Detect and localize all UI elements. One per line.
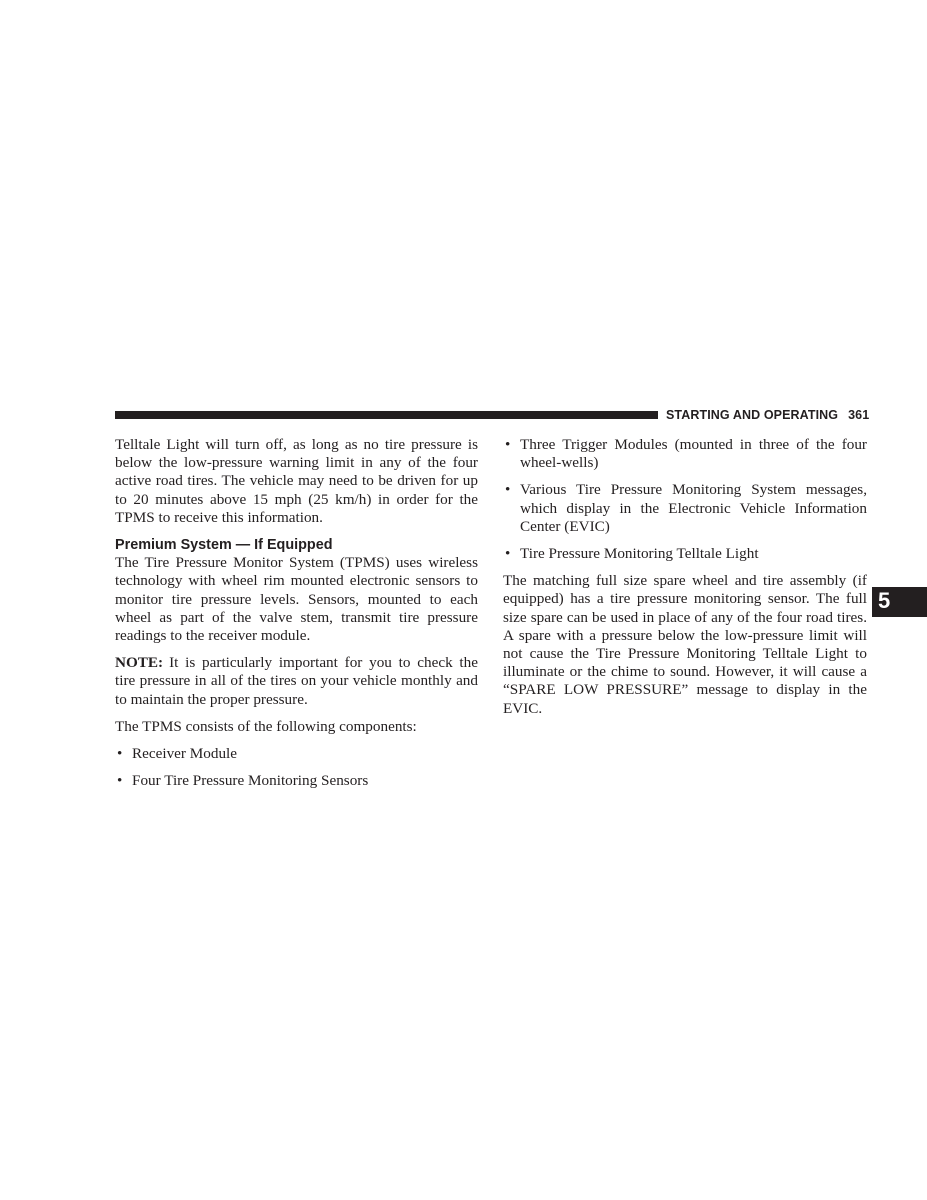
premium-system-heading: Premium System — If Equipped <box>115 537 333 554</box>
intro-paragraph: Telltale Light will turn off, as long as no tire pressure is below the low-pressure warning limit in any of the four active road tires. The vehicle may need to be driven for up to 20 minutes above 15 mph (25 km/h) in order for the TPMS to receive this information. <box>115 436 478 526</box>
list-item: • Tire Pressure Monitoring Telltale Light <box>505 545 759 563</box>
bullet-icon: • <box>505 481 511 499</box>
bullet-icon: • <box>117 772 123 790</box>
section-title: STARTING AND OPERATING <box>666 408 839 422</box>
chapter-tab <box>872 587 927 617</box>
left-column <box>115 436 478 799</box>
components-intro: The TPMS consists of the following components: <box>115 717 417 735</box>
bullet-icon: • <box>505 436 511 453</box>
running-header <box>666 408 869 422</box>
list-item: • Three Trigger Modules (mounted in three of the four wheel-wells) <box>505 436 867 472</box>
components-list-left <box>115 745 478 790</box>
chapter-number: 5 <box>878 588 891 613</box>
page-number: 361 <box>848 408 870 422</box>
list-item: • Four Tire Pressure Monitoring Sensors <box>117 772 369 790</box>
note-text: It is particularly important for you to check the tire pressure in all of the tires on your vehicle monthly and to maintain the proper pressure. <box>115 654 478 708</box>
components-list-right <box>503 436 867 563</box>
note-label: NOTE: <box>115 654 164 672</box>
bullet-icon: • <box>505 545 511 563</box>
spare-tire-paragraph: The matching full size spare wheel and tire assembly (if equipped) has a tire pressure monitoring sensor. The full size spare can be used in place of any of the four road tires. A spare with a pressure below the low-pressure limit will not cause the Tire Pressure Monitoring Telltale Light to illuminate or the chime to sound. However, it will cause a “SPARE LOW PRESSURE” message to display in the EVIC. <box>503 572 867 717</box>
right-column <box>503 436 867 727</box>
header-rule <box>115 411 658 419</box>
list-item: • Various Tire Pressure Monitoring System messages, which display in the Electronic Vehicle Information Center (EVIC) <box>505 481 867 535</box>
premium-system-paragraph: The Tire Pressure Monitor System (TPMS) uses wireless technology with wheel rim mounted electronic sensors to monitor tire pressure levels. Sensors, mounted to each wheel as part of the valve stem, transmit tire pressure readings to the receiver module. <box>115 554 478 645</box>
note-paragraph <box>115 654 478 709</box>
list-item: • Receiver Module <box>117 745 238 763</box>
bullet-icon: • <box>117 745 123 763</box>
